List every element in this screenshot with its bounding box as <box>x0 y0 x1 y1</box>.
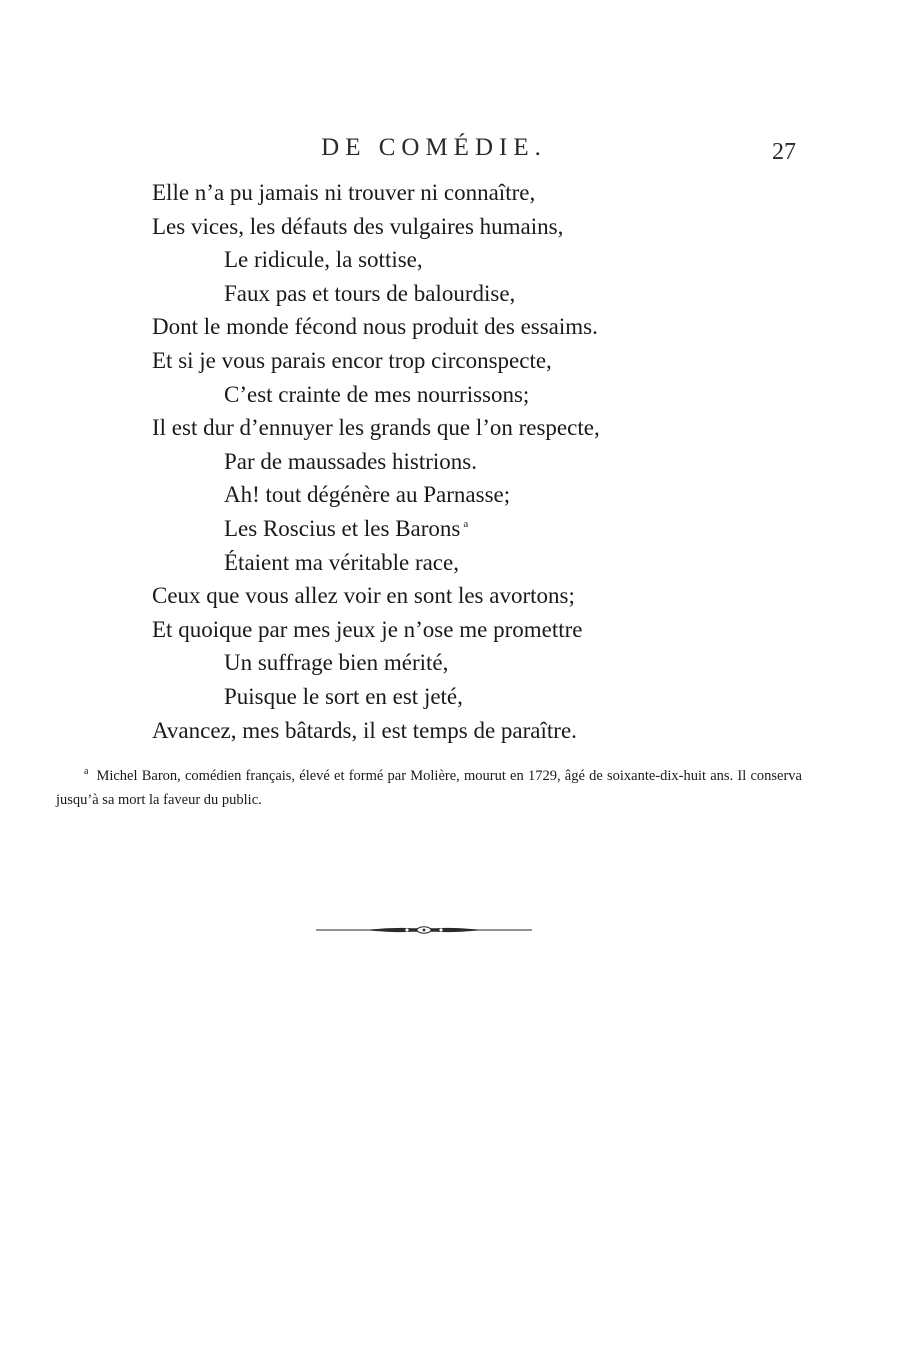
poem-line <box>152 546 772 580</box>
poem-line-text: Étaient ma véritable race, <box>224 549 459 575</box>
poem-line-text: Les vices, les défauts des vulgaires humains, <box>152 213 564 239</box>
poem-line <box>152 378 772 412</box>
poem-line-text: Ceux que vous allez voir en sont les avortons; <box>152 583 575 609</box>
poem-line-text: Et si je vous parais encor trop circonspecte, <box>152 347 552 373</box>
footnote <box>56 764 802 812</box>
poem-line <box>152 344 772 378</box>
page-number: 27 <box>772 139 796 165</box>
poem-line <box>152 714 772 748</box>
poem-line-text: C’est crainte de mes nourrissons; <box>224 381 530 407</box>
poem-line <box>152 613 772 647</box>
poem-line <box>152 277 772 311</box>
poem-line-text: Elle n’a pu jamais ni trouver ni connaître, <box>152 180 536 205</box>
poem-line <box>152 680 772 714</box>
poem-line-text: Dont le monde fécond nous produit des essaims. <box>152 314 598 340</box>
poem-line <box>152 512 772 546</box>
poem-line-text: Par de maussades histrions. <box>224 448 477 474</box>
poem-line <box>152 411 772 445</box>
poem <box>152 176 772 747</box>
poem-line-text: Les Roscius et les Barons <box>224 515 461 541</box>
poem-line-text: Puisque le sort en est jeté, <box>224 683 463 709</box>
poem-line <box>152 310 772 344</box>
footnote-mark: a <box>84 766 89 778</box>
poem-line <box>152 445 772 479</box>
tailpiece-rule-icon <box>316 922 532 938</box>
running-title: DE COMÉDIE. <box>321 134 547 161</box>
poem-line-text: Et quoique par mes jeux je n’ose me promettre <box>152 616 583 642</box>
poem-line <box>152 176 772 210</box>
poem-line-text: Un suffrage bien mérité, <box>224 650 449 676</box>
footnote-reference[interactable]: a <box>463 518 469 531</box>
poem-line-text: Le ridicule, la sottise, <box>224 247 423 273</box>
poem-line <box>152 210 772 244</box>
footnote-text: Michel Baron, comédien français, élevé et formé par Molière, mourut en 1729, âgé de soixante-dix-huit ans. Il conserva jusqu’à sa mort la faveur du public. <box>56 768 802 808</box>
poem-line-text: Il est dur d’ennuyer les grands que l’on respecte, <box>152 415 600 441</box>
poem-line <box>152 579 772 613</box>
poem-line <box>152 478 772 512</box>
poem-line-text: Ah! tout dégénère au Parnasse; <box>224 482 511 508</box>
poem-line-text: Faux pas et tours de balourdise, <box>224 280 516 306</box>
poem-line-text: Avancez, mes bâtards, il est temps de paraître. <box>152 717 577 743</box>
poem-line <box>152 646 772 680</box>
poem-line <box>152 243 772 277</box>
